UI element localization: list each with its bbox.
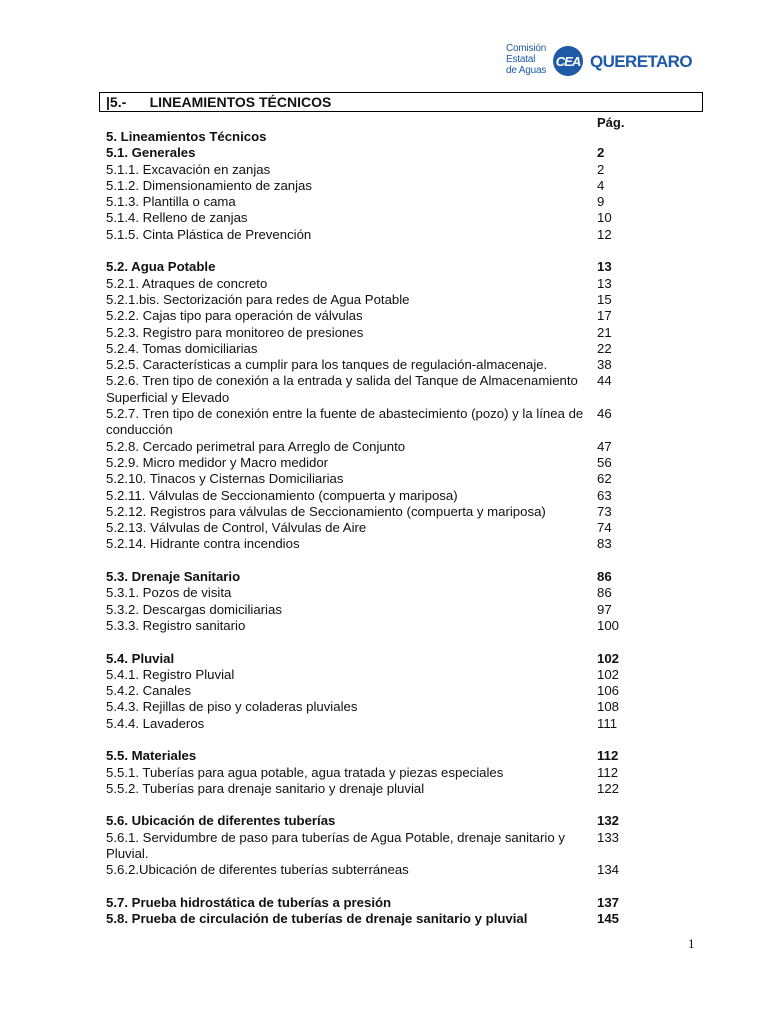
- section-header: [99, 92, 703, 112]
- toc-entry-title: 5.2.1.bis. Sectorización para redes de Agua Potable: [106, 291, 410, 307]
- toc-entry-page: 145: [597, 911, 620, 927]
- toc-entry-title: 5.1.5. Cinta Plástica de Prevención: [106, 226, 312, 242]
- toc-entry-title: 5.1.4. Relleno de zanjas: [106, 210, 248, 226]
- toc-entry-title: 5.2.10. Tinacos y Cisternas Domiciliarias: [106, 471, 344, 487]
- toc-heading: [106, 813, 646, 829]
- toc-entry: [106, 504, 646, 520]
- toc-entry-title: 5.3. Drenaje Sanitario: [106, 569, 241, 585]
- toc-entry-page: 13: [597, 275, 612, 291]
- toc-entry-page: 86: [597, 569, 612, 585]
- toc-heading: [106, 569, 646, 585]
- toc-entry-title: 5.1.1. Excavación en zanjas: [106, 161, 271, 177]
- toc-entry: [106, 520, 646, 536]
- toc-entry-title: 5.4. Pluvial: [106, 650, 175, 666]
- toc-entry-page: 21: [597, 324, 612, 340]
- toc-entry-page: 122: [597, 780, 620, 796]
- toc-spacer: [106, 797, 646, 813]
- toc-entry-title: 5.2.12. Registros para válvulas de Seccionamiento (compuerta y mariposa): [106, 503, 546, 519]
- toc-entry: [106, 439, 646, 455]
- toc-entry-title: 5.2.7. Tren tipo de conexión entre la fuente de abastecimiento (pozo) y la línea de conducción: [106, 406, 584, 438]
- toc-entry: [106, 830, 646, 863]
- toc-entry: [106, 162, 646, 178]
- toc-entry-page: 38: [597, 357, 612, 373]
- toc-spacer: [106, 243, 646, 259]
- toc-entry: [106, 210, 646, 226]
- toc-entry-page: 83: [597, 536, 612, 552]
- logo-name: QUERETARO: [590, 52, 692, 71]
- toc-spacer: [106, 732, 646, 748]
- toc-entry-title: 5.2.2. Cajas tipo para operación de válvulas: [106, 308, 363, 324]
- toc-entry: [106, 765, 646, 781]
- toc-entry-page: 112: [597, 764, 619, 780]
- toc-entry: [106, 227, 646, 243]
- toc-entry-title: 5.6. Ubicación de diferentes tuberías: [106, 813, 336, 829]
- toc-entry-page: 63: [597, 487, 612, 503]
- toc-entry-page: 106: [597, 683, 620, 699]
- toc-entry-page: 133: [597, 829, 620, 845]
- toc-entry: [106, 325, 646, 341]
- toc-entry-title: 5.3.3. Registro sanitario: [106, 617, 246, 633]
- toc-entry-title: 5.1.2. Dimensionamiento de zanjas: [106, 177, 312, 193]
- toc-entry-page: 74: [597, 520, 612, 536]
- toc-entry-title: 5.5.2. Tuberías para drenaje sanitario y drenaje pluvial: [106, 780, 425, 796]
- toc-entry-page: 111: [597, 715, 618, 731]
- toc-entry: [106, 667, 646, 683]
- toc-entry-page: 112: [597, 748, 619, 764]
- toc-entry-page: 56: [597, 454, 612, 470]
- toc-entry-title: 5.2.4. Tomas domiciliarias: [106, 340, 258, 356]
- toc-entry-page: 2: [597, 161, 605, 177]
- toc-entry-title: 5.3.1. Pozos de visita: [106, 585, 232, 601]
- toc-entry: [106, 455, 646, 471]
- toc-entry-page: 97: [597, 601, 612, 617]
- logo-line-1: Comisión: [506, 43, 547, 54]
- logo-text: [506, 43, 546, 76]
- toc-entry: [106, 716, 646, 732]
- toc-entry-page: 137: [597, 894, 620, 910]
- toc-spacer: [106, 553, 646, 569]
- toc-entry-page: 102: [597, 650, 620, 666]
- toc-entry: [106, 602, 646, 618]
- toc-entry: [106, 862, 646, 878]
- toc-heading: [106, 895, 646, 911]
- toc-entry-page: 134: [597, 862, 620, 878]
- toc-entry-title: 5.7. Prueba hidrostática de tuberías a presión: [106, 894, 392, 910]
- toc-heading: [106, 145, 646, 161]
- toc-entry-title: 5.2.14. Hidrante contra incendios: [106, 536, 300, 552]
- toc-entry-page: 22: [597, 340, 612, 356]
- toc-heading: [106, 651, 646, 667]
- toc-entry: [106, 276, 646, 292]
- toc-entry-title: 5.4.4. Lavaderos: [106, 715, 205, 731]
- toc-entry: [106, 373, 646, 406]
- toc-entry-page: 10: [597, 210, 612, 226]
- page-number: 1: [688, 936, 695, 951]
- toc-entry: [106, 536, 646, 552]
- toc-entry-title: 5.5. Materiales: [106, 748, 197, 764]
- toc-entry-page: 100: [597, 617, 620, 633]
- toc-heading: [106, 748, 646, 764]
- toc-entry-title: 5.2.6. Tren tipo de conexión a la entrada y salida del Tanque de Almacenamiento Superficial y Elevado: [106, 373, 578, 405]
- toc-entry-title: 5.1.3. Plantilla o cama: [106, 194, 236, 210]
- toc-entry: [106, 618, 646, 634]
- toc-heading: [106, 911, 646, 927]
- cea-mark-icon: [552, 45, 590, 77]
- toc-entry-page: 86: [597, 585, 612, 601]
- toc-entry-page: 44: [597, 373, 612, 389]
- logo-line-3: de Aguas: [506, 65, 547, 76]
- cea-logo: [506, 43, 692, 79]
- toc-entry-title: 5.4.2. Canales: [106, 683, 192, 699]
- toc-entry: [106, 471, 646, 487]
- toc-entry-title: 5.5.1. Tuberías para agua potable, agua tratada y piezas especiales: [106, 764, 504, 780]
- toc-heading: [106, 259, 646, 275]
- toc-entry-title: 5.2.9. Micro medidor y Macro medidor: [106, 454, 329, 470]
- toc-entry-page: 4: [597, 177, 605, 193]
- toc-entry-page: 132: [597, 813, 620, 829]
- toc-entry: [106, 341, 646, 357]
- toc-entry-page: 47: [597, 438, 612, 454]
- page-column-label: Pág.: [597, 115, 625, 130]
- toc-entry-title: 5.2.8. Cercado perimetral para Arreglo de Conjunto: [106, 438, 406, 454]
- toc-entry-title: 5. Lineamientos Técnicos: [106, 129, 267, 144]
- toc-entry-page: 2: [597, 145, 605, 161]
- toc-entry-title: 5.4.1. Registro Pluvial: [106, 666, 235, 682]
- toc-entry: [106, 292, 646, 308]
- section-title: |5.- LINEAMIENTOS TÉCNICOS: [106, 94, 332, 110]
- toc-entry: [106, 357, 646, 373]
- toc-entry-page: 12: [597, 226, 612, 242]
- toc-entry-title: 5.2.5. Características a cumplir para los tanques de regulación-almacenaje.: [106, 357, 548, 373]
- toc-entry-title: 5.6.2.Ubicación de diferentes tuberías subterráneas: [106, 862, 409, 878]
- toc-entry: [106, 488, 646, 504]
- toc-entry-title: 5.2.13. Válvulas de Control, Válvulas de Aire: [106, 520, 367, 536]
- toc-entry: [106, 683, 646, 699]
- toc-entry-title: 5.1. Generales: [106, 145, 196, 161]
- toc-entry: [106, 406, 646, 439]
- toc-entry-title: 5.8. Prueba de circulación de tuberías de drenaje sanitario y pluvial: [106, 911, 528, 927]
- toc-entry-title: 5.3.2. Descargas domiciliarias: [106, 601, 282, 617]
- toc-entry: [106, 699, 646, 715]
- table-of-contents: [106, 129, 646, 928]
- toc-entry-page: 9: [597, 194, 605, 210]
- toc-entry: [106, 781, 646, 797]
- toc-entry: [106, 194, 646, 210]
- toc-entry-title: 5.2.3. Registro para monitoreo de presiones: [106, 324, 364, 340]
- svg-text:CEA: CEA: [555, 54, 581, 69]
- toc-heading: [106, 129, 646, 145]
- toc-entry-page: 15: [597, 291, 612, 307]
- toc-entry-page: 108: [597, 699, 620, 715]
- toc-entry-title: 5.2. Agua Potable: [106, 259, 216, 275]
- toc-entry: [106, 178, 646, 194]
- toc-entry-title: 5.6.1. Servidumbre de paso para tuberías de Agua Potable, drenaje sanitario y Pluvial.: [106, 829, 565, 862]
- toc-entry-page: 46: [597, 406, 612, 422]
- toc-entry-title: 5.2.1. Atraques de concreto: [106, 275, 268, 291]
- toc-entry-page: 62: [597, 471, 612, 487]
- toc-entry: [106, 585, 646, 601]
- logo-line-2: Estatal: [506, 54, 536, 65]
- toc-spacer: [106, 879, 646, 895]
- toc-entry: [106, 308, 646, 324]
- toc-entry-page: 73: [597, 503, 612, 519]
- toc-entry-page: 17: [597, 308, 612, 324]
- toc-entry-page: 102: [597, 666, 620, 682]
- toc-spacer: [106, 634, 646, 650]
- toc-entry-title: 5.4.3. Rejillas de piso y coladeras pluviales: [106, 699, 358, 715]
- toc-entry-title: 5.2.11. Válvulas de Seccionamiento (compuerta y mariposa): [106, 487, 458, 503]
- toc-entry-page: 13: [597, 259, 612, 275]
